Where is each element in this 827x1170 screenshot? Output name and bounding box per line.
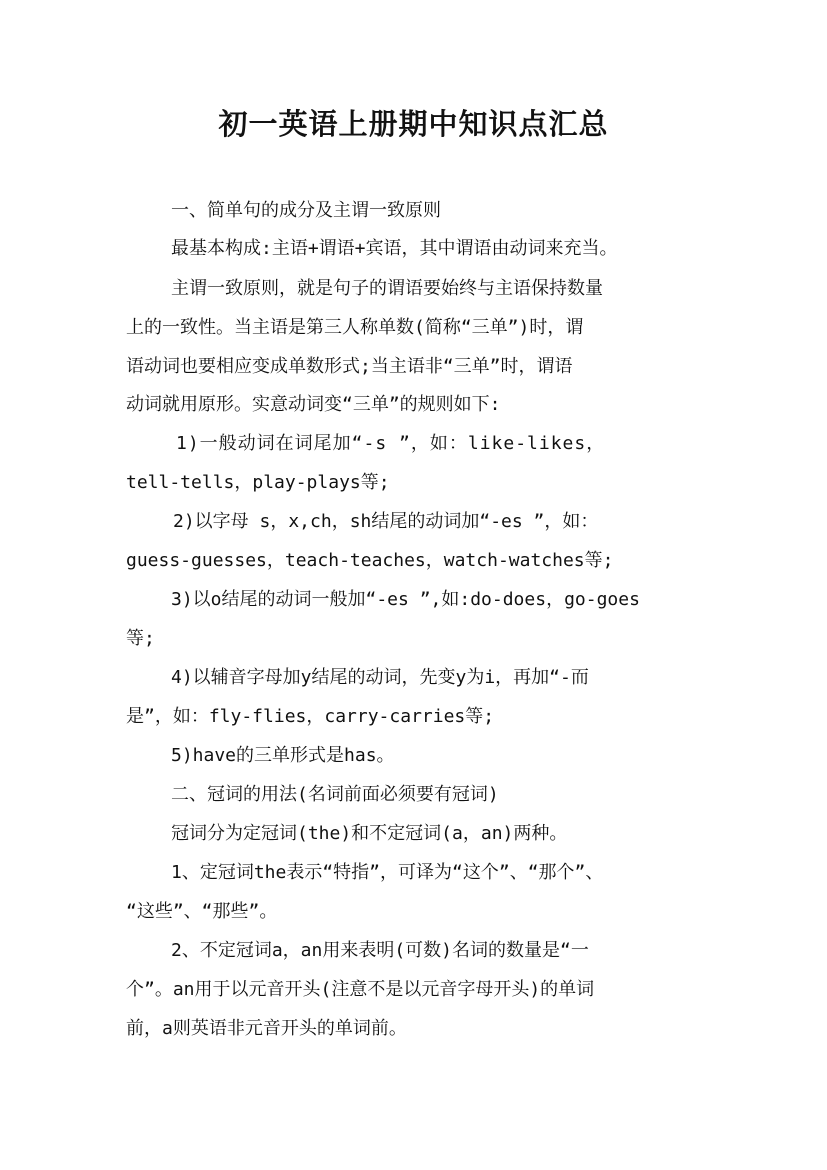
document-title: 初一英语上册期中知识点汇总 <box>218 107 609 141</box>
paragraph-line: “这些”、“那些”。 <box>126 901 278 922</box>
rule-item-4: 4)以辅音字母加y结尾的动词，先变y为i，再加“-而 <box>171 667 589 688</box>
rule-item-2-continuation: guess-guesses，teach-teaches，watch-watches等; <box>126 550 614 571</box>
paragraph-line: 主谓一致原则，就是句子的谓语要始终与主语保持数量 <box>171 278 603 299</box>
paragraph-line: 1、定冠词the表示“特指”，可译为“这个”、“那个”、 <box>171 862 604 883</box>
rule-item-2: 2)以字母 s，x,ch，sh结尾的动词加“-es ”，如： <box>173 511 599 532</box>
rule-item-1: 1)一般动词在词尾加“-s ”，如：like-likes， <box>176 433 606 454</box>
section-heading-2: 二、冠词的用法(名词前面必须要有冠词) <box>171 784 499 805</box>
paragraph-line: 冠词分为定冠词(the)和不定冠词(a，an)两种。 <box>171 823 568 844</box>
section-heading-1: 一、简单句的成分及主谓一致原则 <box>171 200 441 221</box>
rule-item-5: 5)have的三单形式是has。 <box>171 745 395 766</box>
rule-item-4-continuation: 是”，如：fly-flies，carry-carries等; <box>126 706 495 727</box>
rule-item-1-continuation: tell-tells，play-plays等; <box>126 472 390 493</box>
paragraph-line: 最基本构成:主语+谓语+宾语，其中谓语由动词来充当。 <box>171 238 618 259</box>
paragraph-line: 前，a则英语非元音开头的单词前。 <box>126 1018 407 1039</box>
paragraph-line: 个”。an用于以元音开头(注意不是以元音字母开头)的单词 <box>126 979 595 1000</box>
paragraph-line: 动词就用原形。实意动词变“三单”的规则如下: <box>126 394 501 415</box>
rule-item-3: 3)以o结尾的动词一般加“-es ”,如:do-does，go-goes <box>171 589 640 610</box>
paragraph-line: 2、不定冠词a，an用来表明(可数)名词的数量是“一 <box>171 940 589 961</box>
paragraph-line: 上的一致性。当主语是第三人称单数(简称“三单”)时，谓 <box>126 317 584 338</box>
paragraph-line: 语动词也要相应变成单数形式;当主语非“三单”时，谓语 <box>126 356 573 377</box>
rule-item-3-continuation: 等; <box>126 628 155 649</box>
